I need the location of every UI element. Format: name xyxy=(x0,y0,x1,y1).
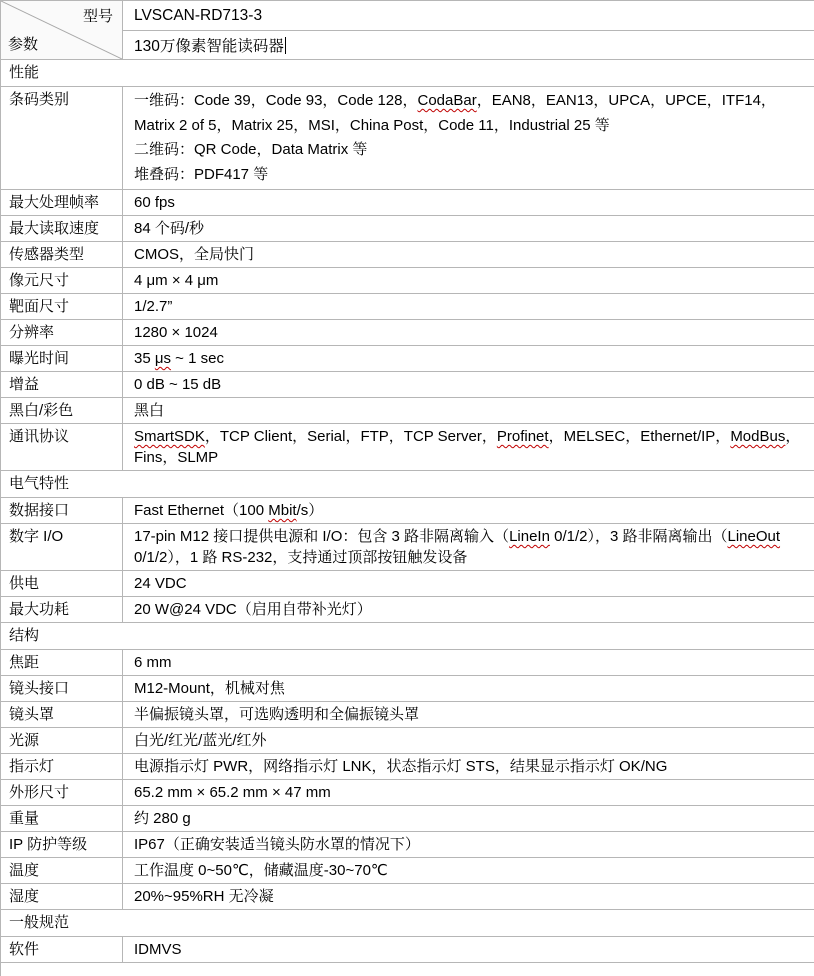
spec-label: 数据接口 xyxy=(9,502,70,519)
spec-label-cell[interactable] xyxy=(1,346,123,371)
section-row[interactable] xyxy=(1,910,814,937)
table-row xyxy=(1,320,814,346)
section-row[interactable] xyxy=(1,623,814,650)
spec-value-cell[interactable] xyxy=(123,754,814,779)
spec-label: 软件 xyxy=(9,941,40,958)
spec-label-cell[interactable] xyxy=(1,524,123,570)
spec-value-cell[interactable] xyxy=(123,190,814,215)
value-line: 20 W@24 VDC（启用自带补光灯） xyxy=(134,601,372,618)
value-line: 84 个码/秒 xyxy=(134,220,205,237)
value-line: 二维码：QR Code，Data Matrix 等 xyxy=(134,141,368,158)
value-line: 半偏振镜头罩，可选购透明和全偏振镜头罩 xyxy=(134,706,420,723)
spec-label: 靶面尺寸 xyxy=(9,298,70,315)
table-row xyxy=(1,832,814,858)
spec-value-cell[interactable] xyxy=(123,242,814,267)
table-row xyxy=(1,806,814,832)
table-row xyxy=(1,346,814,372)
spec-value-cell[interactable] xyxy=(123,676,814,701)
spec-label: 重量 xyxy=(9,810,40,827)
value-line: 工作温度 0~50℃，储藏温度-30~70℃ xyxy=(134,862,388,879)
spec-label-cell[interactable] xyxy=(1,320,123,345)
spec-value-cell[interactable] xyxy=(123,372,814,397)
spec-value-cell[interactable] xyxy=(123,884,814,909)
spec-label-cell[interactable] xyxy=(1,832,123,857)
table-row xyxy=(1,190,814,216)
table-row xyxy=(1,87,814,190)
spec-label: 镜头接口 xyxy=(9,680,70,697)
value-line: 电源指示灯 PWR，网络指示灯 LNK，状态指示灯 STS，结果显示指示灯 OK/NG xyxy=(134,758,668,775)
spec-value-cell[interactable] xyxy=(123,87,814,189)
misspelled-word: ModBus xyxy=(730,428,786,445)
model-cell[interactable] xyxy=(123,1,814,31)
spec-label-cell[interactable] xyxy=(1,780,123,805)
table-row xyxy=(1,294,814,320)
misspelled-word: Profinet xyxy=(496,428,549,445)
value-line: 60 fps xyxy=(134,194,175,211)
spec-label: 增益 xyxy=(9,376,40,393)
misspelled-word: SmartSDK xyxy=(134,428,205,445)
value-line: 6 mm xyxy=(134,654,172,671)
section-row[interactable] xyxy=(1,471,814,498)
corner-label-model: 型号 xyxy=(82,8,113,25)
table-row xyxy=(1,268,814,294)
spec-label-cell[interactable] xyxy=(1,858,123,883)
value-line: 24 VDC xyxy=(134,575,187,592)
table-row xyxy=(1,571,814,597)
spec-value-cell[interactable] xyxy=(123,937,814,962)
spec-value-cell[interactable] xyxy=(123,597,814,622)
value-line: CMOS，全局快门 xyxy=(134,246,255,263)
spec-label: 镜头罩 xyxy=(9,706,55,723)
spec-label: 最大处理帧率 xyxy=(9,194,100,211)
table-header-row xyxy=(1,1,814,60)
spec-label: 最大功耗 xyxy=(9,601,70,618)
spec-label: 传感器类型 xyxy=(9,246,85,263)
section-label: 电气特性 xyxy=(9,475,70,492)
spec-value-cell[interactable] xyxy=(123,858,814,883)
table-row xyxy=(1,216,814,242)
table-row xyxy=(1,650,814,676)
spec-value-cell[interactable] xyxy=(123,571,814,596)
table-row xyxy=(1,524,814,571)
spec-label: 分辨率 xyxy=(9,324,55,341)
table-row xyxy=(1,702,814,728)
misspelled-word: LineIn xyxy=(509,528,550,545)
header-value-cells xyxy=(123,1,814,59)
value-line: IDMVS xyxy=(134,941,182,958)
table-row xyxy=(1,498,814,524)
value-line: SmartSDK，TCP Client，Serial，FTP，TCP Server，Profinet，MELSEC，Ethernet/IP，ModBus，Fins，SLMP xyxy=(134,428,801,466)
value-line: 35 μs ~ 1 sec xyxy=(134,350,224,367)
spec-label: 供电 xyxy=(9,575,40,592)
table-row xyxy=(1,780,814,806)
spec-value-cell[interactable] xyxy=(123,524,814,570)
spec-label-cell[interactable] xyxy=(1,372,123,397)
section-label: 结构 xyxy=(9,627,40,644)
table-row xyxy=(1,597,814,623)
spec-label: IP 防护等级 xyxy=(9,836,88,853)
spec-value-cell[interactable] xyxy=(123,780,814,805)
misspelled-word: Mbit xyxy=(268,502,297,519)
spec-label-cell[interactable] xyxy=(1,398,123,423)
spec-label-cell[interactable] xyxy=(1,216,123,241)
value-line: 20%~95%RH 无冷凝 xyxy=(134,888,274,905)
spec-label-cell[interactable] xyxy=(1,597,123,622)
table-row xyxy=(1,676,814,702)
spec-rows xyxy=(1,60,814,963)
value-line: 1280 × 1024 xyxy=(134,324,218,341)
section-row[interactable] xyxy=(1,60,814,87)
spec-label-cell[interactable] xyxy=(1,702,123,727)
value-line: M12-Mount，机械对焦 xyxy=(134,680,285,697)
text-cursor xyxy=(285,37,287,54)
table-row xyxy=(1,424,814,471)
value-line: 黑白 xyxy=(134,402,165,419)
value-line: Fast Ethernet（100 Mbit/s） xyxy=(134,502,324,519)
spec-label-cell[interactable] xyxy=(1,190,123,215)
value-line: IP67（正确安装适当镜头防水罩的情况下） xyxy=(134,836,420,853)
spec-value-cell[interactable] xyxy=(123,832,814,857)
value-line: 0 dB ~ 15 dB xyxy=(134,376,222,393)
section-label: 性能 xyxy=(9,64,40,81)
table-row xyxy=(1,398,814,424)
misspelled-word: CodaBar xyxy=(417,92,477,109)
spec-value-cell[interactable] xyxy=(123,346,814,371)
value-line: 白光/红光/蓝光/红外 xyxy=(134,732,267,749)
value-line: 65.2 mm × 65.2 mm × 47 mm xyxy=(134,784,331,801)
misspelled-word: μs xyxy=(154,350,172,367)
spec-value-cell[interactable] xyxy=(123,294,814,319)
table-row xyxy=(1,372,814,398)
spec-value-cell[interactable] xyxy=(123,702,814,727)
table-row xyxy=(1,884,814,910)
spec-label-cell[interactable] xyxy=(1,87,123,189)
spec-label: 黑白/彩色 xyxy=(9,402,74,419)
spec-label-cell[interactable] xyxy=(1,294,123,319)
spec-label: 焦距 xyxy=(9,654,40,671)
spec-label-cell[interactable] xyxy=(1,424,123,470)
spec-label: 指示灯 xyxy=(9,758,55,775)
spec-label: 曝光时间 xyxy=(9,350,70,367)
spec-value-cell[interactable] xyxy=(123,650,814,675)
spec-label: 通讯协议 xyxy=(9,428,70,445)
spec-value-cell[interactable] xyxy=(123,398,814,423)
value-line: 一维码：Code 39，Code 93，Code 128，CodaBar，EAN8，EAN13，UPCA，UPCE，ITF14，Matrix 2 of 5，Matrix 25，MSI，China Post，Code 11，Industrial 25 等 xyxy=(134,92,776,134)
spec-label: 湿度 xyxy=(9,888,40,905)
table-row xyxy=(1,937,814,963)
spec-label: 像元尺寸 xyxy=(9,272,70,289)
table-row xyxy=(1,858,814,884)
spec-label-cell[interactable] xyxy=(1,754,123,779)
spec-label-cell[interactable] xyxy=(1,937,123,962)
spec-value-cell[interactable] xyxy=(123,268,814,293)
product-name-cell[interactable] xyxy=(123,31,814,59)
value-line: 17-pin M12 接口提供电源和 I/O：包含 3 路非隔离输入（LineIn 0/1/2），3 路非隔离输出（LineOut 0/1/2），1 路 RS-232，支持通过顶部按钮触发设备 xyxy=(134,528,781,566)
spec-label-cell[interactable] xyxy=(1,571,123,596)
spec-label-cell[interactable] xyxy=(1,650,123,675)
spec-label-cell[interactable] xyxy=(1,676,123,701)
spec-label: 数字 I/O xyxy=(9,528,64,545)
spec-value-cell[interactable] xyxy=(123,320,814,345)
table-row xyxy=(1,242,814,268)
model-text: LVSCAN-RD713-3 xyxy=(134,6,263,24)
spec-label-cell[interactable] xyxy=(1,806,123,831)
value-line: 约 280 g xyxy=(134,810,191,827)
table-row xyxy=(1,754,814,780)
spec-label: 温度 xyxy=(9,862,40,879)
spec-value-cell[interactable] xyxy=(123,216,814,241)
spec-label-cell[interactable] xyxy=(1,728,123,753)
value-line: 4 μm × 4 μm xyxy=(134,272,219,289)
table-row xyxy=(1,728,814,754)
spec-label-cell[interactable] xyxy=(1,498,123,523)
spec-label-cell[interactable] xyxy=(1,884,123,909)
spec-label: 条码类别 xyxy=(9,91,70,108)
spec-label: 最大读取速度 xyxy=(9,220,100,237)
spec-value-cell[interactable] xyxy=(123,806,814,831)
spec-value-cell[interactable] xyxy=(123,424,814,470)
value-line: 1/2.7” xyxy=(134,298,173,315)
header-corner-cell[interactable] xyxy=(1,1,123,59)
misspelled-word: LineOut xyxy=(727,528,781,545)
spec-value-cell[interactable] xyxy=(123,728,814,753)
spec-label: 光源 xyxy=(9,732,40,749)
spec-value-cell[interactable] xyxy=(123,498,814,523)
section-label: 一般规范 xyxy=(9,914,70,931)
product-name-text: 130万像素智能读码器 xyxy=(134,38,284,55)
value-line: 堆叠码：PDF417 等 xyxy=(134,165,269,183)
spec-label: 外形尺寸 xyxy=(9,784,70,801)
spec-label-cell[interactable] xyxy=(1,268,123,293)
spec-label-cell[interactable] xyxy=(1,242,123,267)
corner-label-param: 参数 xyxy=(8,36,39,53)
